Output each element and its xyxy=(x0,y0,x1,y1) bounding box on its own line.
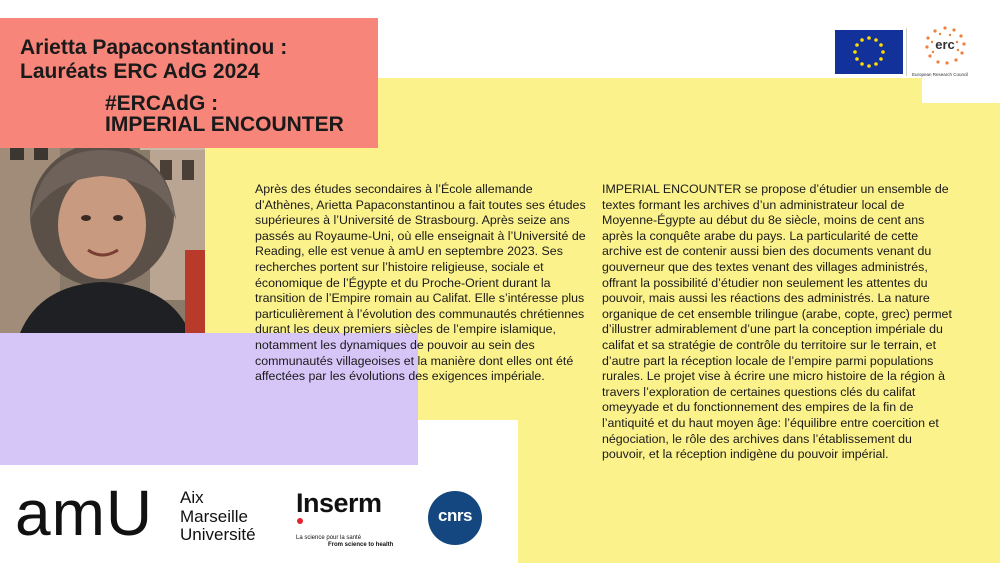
inserm-tagline-en: From science to health xyxy=(328,542,394,548)
erc-label: erc xyxy=(935,37,955,52)
biography-paragraph: Après des études secondaires à l’École allemande d’Athènes, Arietta Papaconstantinou a fait toutes ses études supérieures à l’Université de Strasbourg. Après seize ans passés au Royaume-Uni, où elle enseignait à l’Université de Reading, elle est venue à amU en septembre 2023. Ses recherches portent sur l’histoire religieuse, sociale et économique de l’Égypte et du Proche-Orient durant la transition de l’Empire romain au Califat. Elle s’intéresse plus particulièrement à l’évolution des communautés chrétiennes durant les deux premiers siècles de l’empire islamique, notamment les dynamiques de pouvoir au sein des communautés villageoises et la manière dont elles ont été affectées par les évolutions des exigences impériale. xyxy=(255,182,586,384)
eu-flag-icon xyxy=(835,30,903,74)
project-tag-line-2: IMPERIAL ENCOUNTER xyxy=(105,113,344,136)
erc-caption: European Research Council xyxy=(912,72,969,77)
inserm-tagline-fr: La science pour la santé xyxy=(296,535,362,541)
inserm-logo: Inserm xyxy=(296,488,382,518)
title-line-2: Lauréats ERC AdG 2024 xyxy=(20,60,260,83)
amu-name-line-3: Université xyxy=(180,525,256,544)
amu-name-line-1: Aix xyxy=(180,488,204,507)
amu-logo: amU xyxy=(15,477,154,549)
amu-name xyxy=(180,489,256,545)
project-tag-line-1: #ERCAdG : xyxy=(105,92,219,115)
cnrs-logo-label: cnrs xyxy=(438,506,472,525)
inserm-dot-icon xyxy=(297,518,303,524)
title-line-1: Arietta Papaconstantinou : xyxy=(20,36,288,59)
project-paragraph: IMPERIAL ENCOUNTER se propose d’étudier un ensemble de textes formant les archives d’un administrateur local de Moyenne-Égypte au début du 8e siècle, moins de cent ans après la conquête arabe du pays. La particularité de cette archive est de contenir aussi bien des documents venant du gouverneur que des textes venant des villages administrés, offrant la possibilité d’étudier non seulement les attentes du pouvoir, mais aussi les réactions des administrés. La nature organique de cet ensemble trilingue (arabe, copte, grec) permet d’illustrer admirablement d’une part la conception impériale du califat et sa stratégie de contrôle du territoire sur le terrain, et d’autre part la réception locale de l’empire parmi populations rurales. Le projet vise à écrire une micro histoire de la région à travers l’exploration de certaines questions clés du califat omeyyade et du fonctionnement des empires de la fin de l’antiquité et du haut moyen âge: l’équilibre entre coercition et négociation, le rôle des archives dans l’établissement du pouvoir, et la réception indigène du pouvoir impérial. xyxy=(602,182,952,462)
amu-name-line-2: Marseille xyxy=(180,506,249,526)
logo-divider xyxy=(906,28,907,76)
